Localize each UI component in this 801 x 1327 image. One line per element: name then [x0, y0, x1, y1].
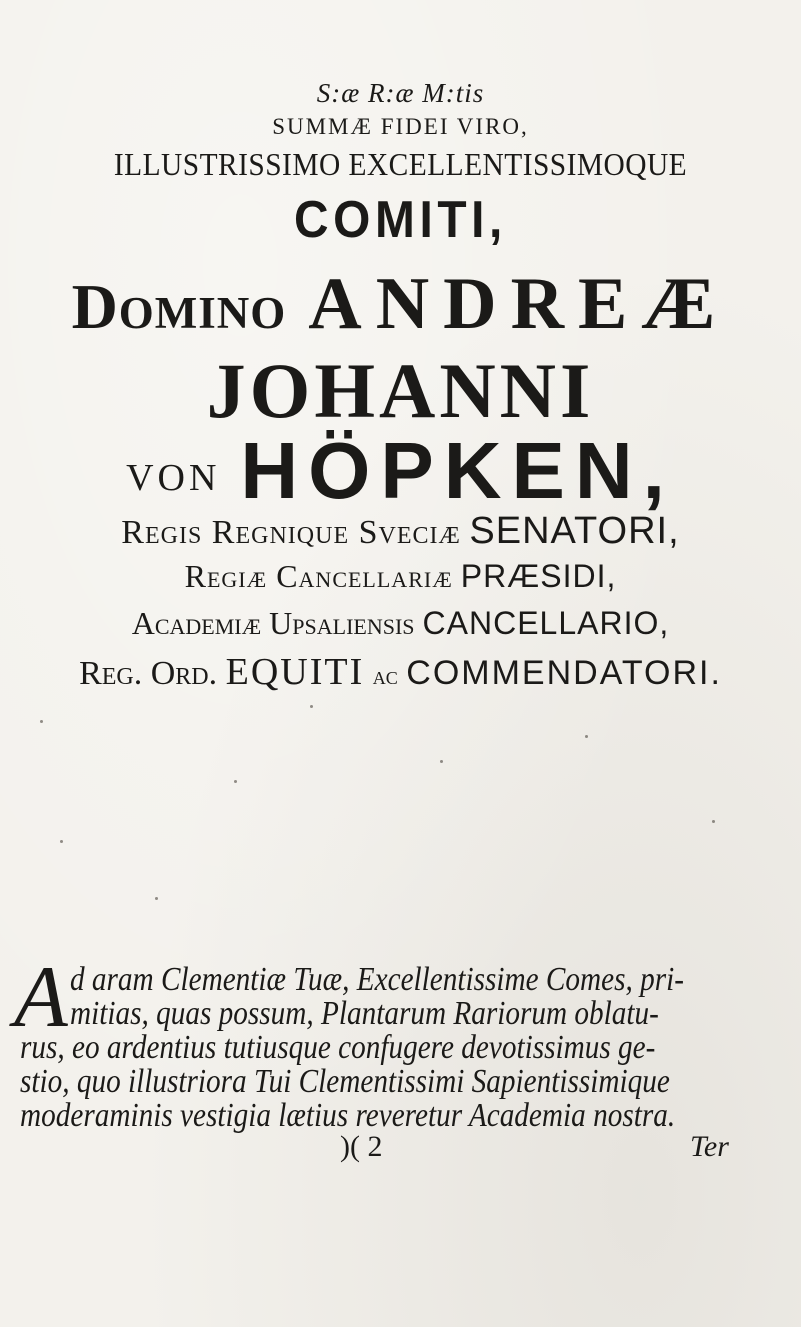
regiae-praesidi-line — [0, 558, 801, 595]
hopken-word: HÖPKEN, — [240, 426, 675, 515]
paper-speck — [155, 897, 158, 900]
johanni-line: JOHANNI — [206, 347, 595, 434]
regis-senatori-line — [0, 510, 801, 553]
domino-andreae-line — [0, 262, 801, 347]
praesidi-word: PRÆSIDI, — [460, 558, 617, 594]
equiti-word: EQUITI — [225, 651, 365, 693]
academiae-cancellario-line — [0, 605, 801, 642]
body-line-2: mitias, quas possum, Plantarum Rariorum oblatu- — [70, 995, 659, 1032]
regiae-cancellariae: Regiæ Cancellariæ — [184, 558, 453, 594]
cancellario-word: CANCELLARIO, — [422, 605, 670, 641]
comiti-line: COMITI, — [294, 191, 507, 249]
summae-fidei-line: SUMMÆ FIDEI VIRO, — [272, 114, 529, 139]
andreae-word: ANDREÆ — [308, 263, 730, 345]
body-line-3: rus, eo ardentius tutiusque confugere devotissimus ge- — [20, 1029, 656, 1066]
equiti-commendatori-line — [0, 650, 801, 694]
paper-speck — [310, 705, 313, 708]
paper-speck — [440, 760, 443, 763]
domino-word: Domino — [71, 271, 287, 342]
paper-speck — [234, 780, 237, 783]
commendatori-word: COMMENDATORI. — [406, 654, 722, 692]
drop-capital: A — [14, 949, 68, 1046]
body-line-4: stio, quo illustriora Tui Clementissimi Sapientissimique — [20, 1063, 670, 1100]
reg-ord: Reg. Ord. — [79, 655, 218, 692]
body-line-5: moderaminis vestigia lætius reveretur Academia nostra. — [20, 1097, 676, 1134]
ac-word: ac — [372, 661, 398, 690]
paper-speck — [40, 720, 43, 723]
signature-mark: )( 2 — [340, 1130, 383, 1163]
catchword: Ter — [690, 1130, 729, 1163]
paper-speck — [712, 820, 715, 823]
illustrissimo-line: ILLUSTRISSIMO EXCELLENTISSIMOQUE — [113, 146, 688, 182]
honorific-abbreviation: S:æ R:æ M:tis — [316, 78, 485, 108]
von-hopken-line — [0, 425, 801, 518]
paper-speck — [585, 735, 588, 738]
academiae-upsaliensis: Academiæ Upsaliensis — [131, 605, 415, 641]
body-line-1: d aram Clementiæ Tuæ, Excellentissime Comes, pri- — [70, 961, 684, 998]
senatori-word: SENATORI, — [469, 510, 680, 552]
von-word: VON — [126, 457, 221, 499]
regis-regnique-sveciae: Regis Regnique Sveciæ — [121, 514, 461, 551]
paper-speck — [60, 840, 63, 843]
